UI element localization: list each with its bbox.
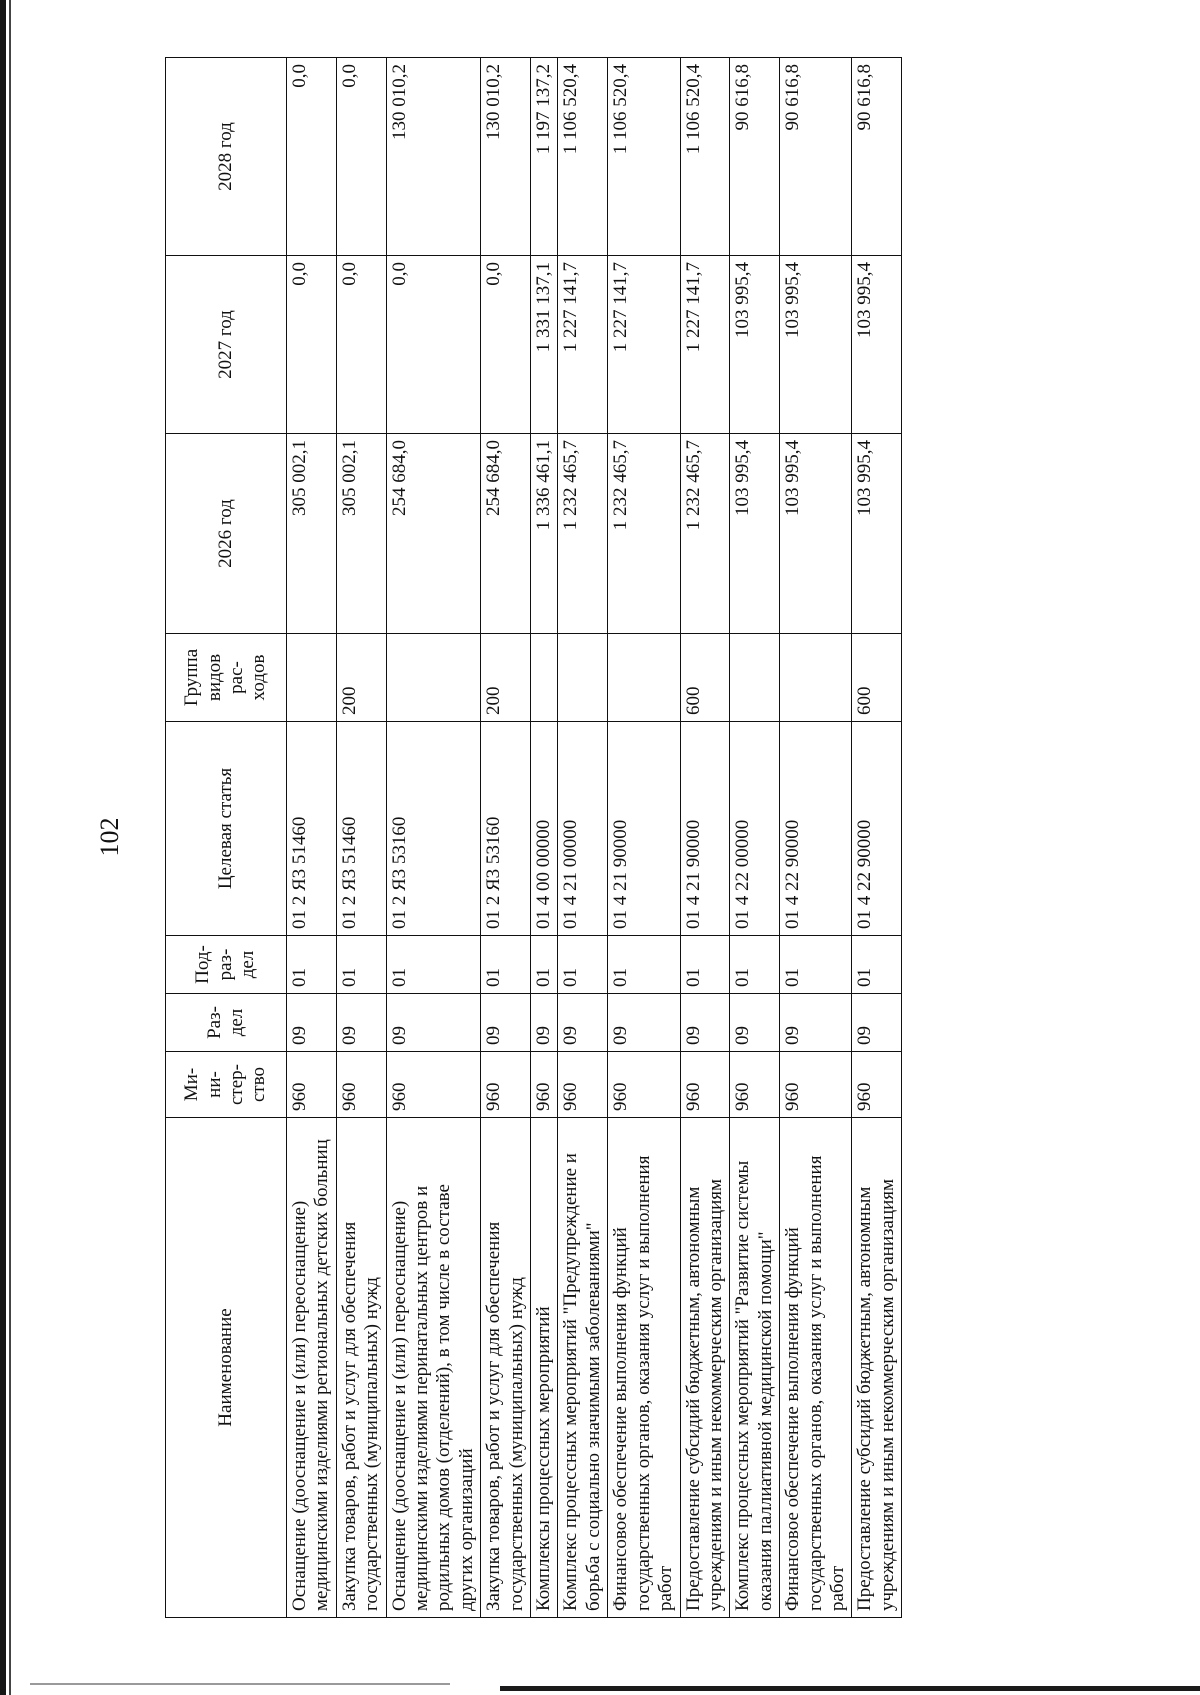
row-subsection: 01 bbox=[336, 936, 386, 994]
row-name: Комплекс процессных мероприятий "Предупреждение и борьба с социально значимыми заболеваниями" bbox=[558, 1118, 608, 1618]
row-target-article: 01 4 21 00000 bbox=[558, 722, 608, 936]
row-amount-2027: 1 227 141,7 bbox=[558, 256, 608, 434]
row-amount-2027: 0,0 bbox=[481, 256, 531, 434]
row-amount-2028: 1 197 137,2 bbox=[531, 58, 558, 256]
row-name: Предоставление субсидий бюджетным, автономным учреждениям и иным некоммерческим организациям bbox=[852, 1118, 902, 1618]
row-amount-2027: 1 227 141,7 bbox=[608, 256, 680, 434]
header-year-2027: 2027 год bbox=[166, 256, 287, 434]
row-ministry: 960 bbox=[481, 1052, 531, 1118]
row-target-article: 01 4 22 00000 bbox=[730, 722, 780, 936]
header-section: Раз-дел bbox=[166, 994, 287, 1052]
header-year-2026: 2026 год bbox=[166, 434, 287, 634]
row-amount-2028: 0,0 bbox=[336, 58, 386, 256]
row-section: 09 bbox=[608, 994, 680, 1052]
row-amount-2028: 1 106 520,4 bbox=[558, 58, 608, 256]
row-amount-2027: 0,0 bbox=[287, 256, 337, 434]
row-amount-2026: 1 232 465,7 bbox=[558, 434, 608, 634]
row-target-article: 01 2 Я3 53160 bbox=[481, 722, 531, 936]
row-amount-2028: 90 616,8 bbox=[730, 58, 780, 256]
row-target-article: 01 4 22 90000 bbox=[780, 722, 852, 936]
table-row bbox=[531, 58, 558, 1618]
row-ministry: 960 bbox=[336, 1052, 386, 1118]
row-name: Закупка товаров, работ и услуг для обеспечения государственных (муниципальных) нужд bbox=[336, 1118, 386, 1618]
table-row bbox=[336, 58, 386, 1618]
header-name: Наименование bbox=[166, 1118, 287, 1618]
row-section: 09 bbox=[481, 994, 531, 1052]
row-amount-2026: 1 336 461,1 bbox=[531, 434, 558, 634]
row-amount-2027: 1 331 137,1 bbox=[531, 256, 558, 434]
row-ministry: 960 bbox=[386, 1052, 481, 1118]
row-name: Закупка товаров, работ и услуг для обеспечения государственных (муниципальных) нужд bbox=[481, 1118, 531, 1618]
row-amount-2028: 130 010,2 bbox=[386, 58, 481, 256]
row-target-article: 01 4 00 00000 bbox=[531, 722, 558, 936]
row-expense-group bbox=[531, 634, 558, 722]
row-target-article: 01 2 Я3 51460 bbox=[336, 722, 386, 936]
header-expense-group: Группа видов рас-ходов bbox=[166, 634, 287, 722]
row-amount-2026: 305 002,1 bbox=[287, 434, 337, 634]
row-name: Оснащение (дооснащение и (или) переоснащение) медицинскими изделиями перинатальных центров и родильных домов (отделений), в том числе в составе других организаций bbox=[386, 1118, 481, 1618]
row-ministry: 960 bbox=[287, 1052, 337, 1118]
row-amount-2027: 103 995,4 bbox=[852, 256, 902, 434]
row-expense-group bbox=[386, 634, 481, 722]
row-name: Финансовое обеспечение выполнения функций государственных органов, оказания услуг и выполнения работ bbox=[780, 1118, 852, 1618]
row-ministry: 960 bbox=[780, 1052, 852, 1118]
row-expense-group: 600 bbox=[852, 634, 902, 722]
row-amount-2026: 254 684,0 bbox=[386, 434, 481, 634]
row-ministry: 960 bbox=[531, 1052, 558, 1118]
row-subsection: 01 bbox=[608, 936, 680, 994]
row-subsection: 01 bbox=[780, 936, 852, 994]
row-expense-group bbox=[608, 634, 680, 722]
row-amount-2027: 103 995,4 bbox=[780, 256, 852, 434]
table-row bbox=[680, 58, 730, 1618]
row-amount-2028: 90 616,8 bbox=[780, 58, 852, 256]
table-row bbox=[780, 58, 852, 1618]
row-subsection: 01 bbox=[481, 936, 531, 994]
table-row bbox=[730, 58, 780, 1618]
row-name: Комплекс процессных мероприятий "Развитие системы оказания паллиативной медицинской помощи" bbox=[730, 1118, 780, 1618]
row-amount-2026: 254 684,0 bbox=[481, 434, 531, 634]
row-expense-group bbox=[287, 634, 337, 722]
header-year-2028: 2028 год bbox=[166, 58, 287, 256]
row-target-article: 01 4 22 90000 bbox=[852, 722, 902, 936]
row-section: 09 bbox=[336, 994, 386, 1052]
row-section: 09 bbox=[852, 994, 902, 1052]
table-header-row bbox=[166, 58, 287, 1618]
row-name: Оснащение (дооснащение и (или) переоснащение) медицинскими изделиями региональных детских больниц bbox=[287, 1118, 337, 1618]
row-name: Финансовое обеспечение выполнения функций государственных органов, оказания услуг и выполнения работ bbox=[608, 1118, 680, 1618]
row-amount-2027: 0,0 bbox=[336, 256, 386, 434]
header-subsection: Под-раз-дел bbox=[166, 936, 287, 994]
row-expense-group: 600 bbox=[680, 634, 730, 722]
row-ministry: 960 bbox=[558, 1052, 608, 1118]
budget-table bbox=[165, 57, 902, 1618]
row-amount-2027: 0,0 bbox=[386, 256, 481, 434]
row-amount-2027: 1 227 141,7 bbox=[680, 256, 730, 434]
row-amount-2028: 1 106 520,4 bbox=[608, 58, 680, 256]
row-ministry: 960 bbox=[852, 1052, 902, 1118]
row-subsection: 01 bbox=[852, 936, 902, 994]
row-subsection: 01 bbox=[558, 936, 608, 994]
row-amount-2026: 305 002,1 bbox=[336, 434, 386, 634]
row-target-article: 01 4 21 90000 bbox=[680, 722, 730, 936]
table-row bbox=[558, 58, 608, 1618]
row-expense-group bbox=[730, 634, 780, 722]
row-expense-group bbox=[558, 634, 608, 722]
row-expense-group: 200 bbox=[481, 634, 531, 722]
row-name: Комплексы процессных мероприятий bbox=[531, 1118, 558, 1618]
row-amount-2026: 1 232 465,7 bbox=[680, 434, 730, 634]
row-ministry: 960 bbox=[680, 1052, 730, 1118]
row-amount-2026: 103 995,4 bbox=[780, 434, 852, 634]
row-expense-group: 200 bbox=[336, 634, 386, 722]
scan-edge-bottom bbox=[500, 1686, 1200, 1691]
row-section: 09 bbox=[730, 994, 780, 1052]
row-target-article: 01 4 21 90000 bbox=[608, 722, 680, 936]
row-target-article: 01 2 Я3 53160 bbox=[386, 722, 481, 936]
row-section: 09 bbox=[531, 994, 558, 1052]
row-subsection: 01 bbox=[287, 936, 337, 994]
scan-edge-left bbox=[0, 0, 6, 1695]
header-target-article: Целевая статья bbox=[166, 722, 287, 936]
row-name: Предоставление субсидий бюджетным, автономным учреждениям и иным некоммерческим организациям bbox=[680, 1118, 730, 1618]
table-row bbox=[852, 58, 902, 1618]
table-row bbox=[386, 58, 481, 1618]
row-subsection: 01 bbox=[730, 936, 780, 994]
row-amount-2028: 1 106 520,4 bbox=[680, 58, 730, 256]
page-number: 102 bbox=[95, 817, 124, 857]
row-expense-group bbox=[780, 634, 852, 722]
row-amount-2027: 103 995,4 bbox=[730, 256, 780, 434]
row-target-article: 01 2 Я3 51460 bbox=[287, 722, 337, 936]
row-subsection: 01 bbox=[531, 936, 558, 994]
row-amount-2026: 1 232 465,7 bbox=[608, 434, 680, 634]
row-amount-2026: 103 995,4 bbox=[852, 434, 902, 634]
row-section: 09 bbox=[386, 994, 481, 1052]
row-subsection: 01 bbox=[386, 936, 481, 994]
row-amount-2026: 103 995,4 bbox=[730, 434, 780, 634]
table-row bbox=[287, 58, 337, 1618]
row-subsection: 01 bbox=[680, 936, 730, 994]
table-row bbox=[608, 58, 680, 1618]
row-amount-2028: 90 616,8 bbox=[852, 58, 902, 256]
scan-edge-bottom-faint bbox=[30, 1683, 450, 1685]
table-row bbox=[481, 58, 531, 1618]
rotated-page-content bbox=[165, 58, 1055, 1618]
row-ministry: 960 bbox=[730, 1052, 780, 1118]
row-section: 09 bbox=[287, 994, 337, 1052]
row-ministry: 960 bbox=[608, 1052, 680, 1118]
row-section: 09 bbox=[558, 994, 608, 1052]
scan-edge-left-inner bbox=[9, 0, 11, 1695]
row-amount-2028: 130 010,2 bbox=[481, 58, 531, 256]
row-amount-2028: 0,0 bbox=[287, 58, 337, 256]
row-section: 09 bbox=[780, 994, 852, 1052]
header-ministry: Ми-ни-стер-ство bbox=[166, 1052, 287, 1118]
row-section: 09 bbox=[680, 994, 730, 1052]
